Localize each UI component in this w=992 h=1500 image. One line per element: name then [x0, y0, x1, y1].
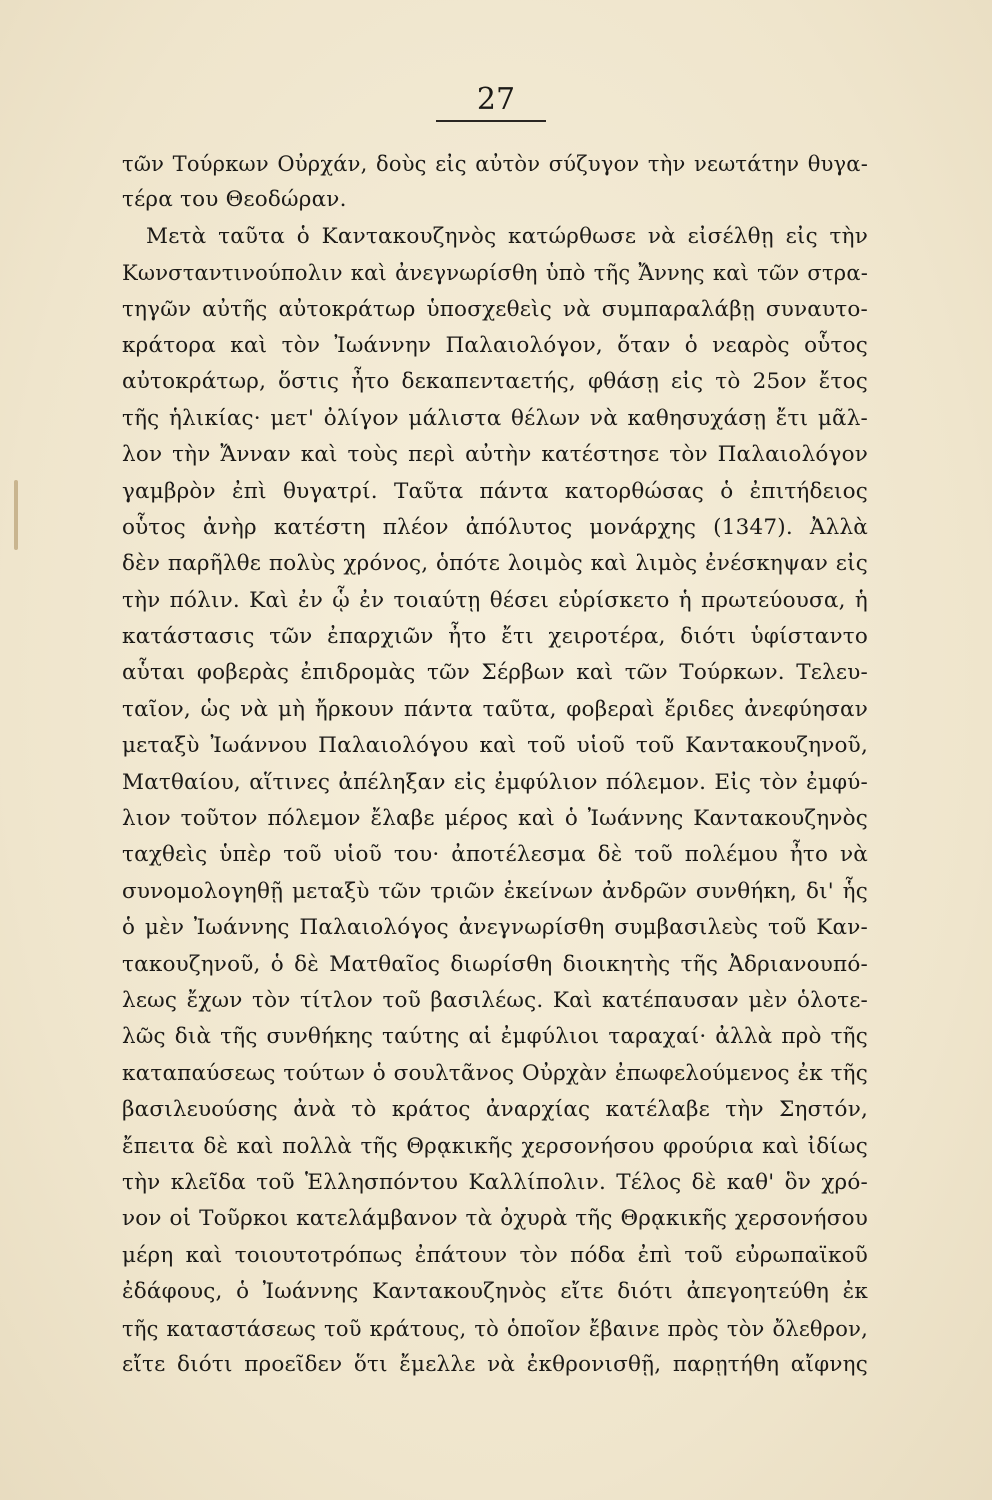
text-line: λιον τοῦτον πόλεμον ἔλαβε μέρος καὶ ὁ Ἰωάννης Καντακουζηνὸς — [122, 806, 868, 832]
margin-mark — [14, 480, 18, 550]
text-line: Μετὰ ταῦτα ὁ Καντακουζηνὸς κατώρθωσε νὰ εἰσέλθῃ εἰς τὴν — [146, 223, 868, 249]
text-line: ταῖον, ὡς νὰ μὴ ἤρκουν πάντα ταῦτα, φοβεραὶ ἔριδες ἀνεφύησαν — [122, 696, 868, 722]
text-line: ὁ μὲν Ἰωάννης Παλαιολόγος ἀνεγνωρίσθη συμβασιλεὺς τοῦ Καν- — [122, 915, 868, 941]
text-line: νον οἱ Τοῦρκοι κατελάμβανον τὰ ὀχυρὰ τῆς Θρᾳκικῆς χερσονήσου — [122, 1206, 868, 1232]
text-line: τῆς καταστάσεως τοῦ κράτους, τὸ ὁποῖον ἔβαινε πρὸς τὸν ὄλεθρον, — [122, 1316, 868, 1341]
text-line: ἐδάφους, ὁ Ἰωάννης Καντακουζηνὸς εἴτε διότι ἀπεγοητεύθη ἐκ — [122, 1279, 868, 1305]
text-line: οὗτος ἀνὴρ κατέστη πλέον ἀπόλυτος μονάρχης (1347). Ἀλλὰ — [122, 514, 868, 540]
text-line: μέρη καὶ τοιουτοτρόπως ἐπάτουν τὸν πόδα ἐπὶ τοῦ εὐρωπαϊκοῦ — [122, 1242, 868, 1268]
text-line: εἴτε διότι προεῖδεν ὅτι ἔμελλε νὰ ἐκθρονισθῇ, παρῃτήθη αἴφνης — [122, 1351, 868, 1377]
text-line: Ματθαίου, αἵτινες ἀπέληξαν εἰς ἐμφύλιον πόλεμον. Εἰς τὸν ἐμφύ- — [122, 769, 868, 795]
page-number-rule — [436, 120, 546, 122]
page-number: 27 — [476, 82, 516, 117]
text-line: τέρα του Θεοδώραν. — [122, 187, 347, 213]
text-line: γαμβρὸν ἐπὶ θυγατρί. Ταῦτα πάντα κατορθώσας ὁ ἐπιτήδειος — [122, 478, 868, 504]
text-line: τὴν κλεῖδα τοῦ Ἑλλησπόντου Καλλίπολιν. Τέλος δὲ καθ' ὃν χρό- — [122, 1169, 868, 1195]
text-line: κατάστασις τῶν ἐπαρχιῶν ἦτο ἔτι χειροτέρα, διότι ὑφίσταντο — [122, 624, 868, 650]
body-text — [122, 146, 868, 1383]
text-line: ἔπειτα δὲ καὶ πολλὰ τῆς Θρᾳκικῆς χερσονήσου φρούρια καὶ ἰδίως — [122, 1133, 868, 1159]
text-line: αὐτοκράτωρ, ὅστις ἦτο δεκαπενταετής, φθάσῃ εἰς τὸ 25ον ἔτος — [122, 369, 868, 395]
text-line: τακουζηνοῦ, ὁ δὲ Ματθαῖος διωρίσθη διοικητὴς τῆς Ἀδριανουπό- — [122, 951, 868, 977]
text-line: τὴν πόλιν. Καὶ ἐν ᾧ ἐν τοιαύτῃ θέσει εὑρίσκετο ἡ πρωτεύουσα, ἡ — [122, 587, 868, 613]
text-line: μεταξὺ Ἰωάννου Παλαιολόγου καὶ τοῦ υἱοῦ τοῦ Καντακουζηνοῦ, — [122, 733, 868, 759]
text-line: συνομολογηθῇ μεταξὺ τῶν τριῶν ἐκείνων ἀνδρῶν συνθήκη, δι' ἧς — [122, 878, 868, 904]
text-line: καταπαύσεως τούτων ὁ σουλτᾶνος Οὐρχὰν ἐπωφελούμενος ἐκ τῆς — [122, 1060, 868, 1086]
text-line: ταχθεὶς ὑπὲρ τοῦ υἱοῦ του· ἀποτέλεσμα δὲ τοῦ πολέμου ἦτο νὰ — [122, 842, 868, 868]
text-line: τῶν Τούρκων Οὐρχάν, δοὺς εἰς αὐτὸν σύζυγον τὴν νεωτάτην θυγα- — [122, 152, 868, 176]
text-line: κράτορα καὶ τὸν Ἰωάννην Παλαιολόγον, ὅταν ὁ νεαρὸς οὗτος — [122, 332, 868, 358]
text-line: βασιλευούσης ἀνὰ τὸ κράτος ἀναρχίας κατέλαβε τὴν Σηστόν, — [122, 1097, 868, 1123]
text-line: λεως ἔχων τὸν τίτλον τοῦ βασιλέως. Καὶ κατέπαυσαν μὲν ὁλοτε- — [122, 987, 868, 1013]
text-line: αὗται φοβερὰς ἐπιδρομὰς τῶν Σέρβων καὶ τῶν Τούρκων. Τελευ- — [122, 660, 868, 686]
text-line: λῶς διὰ τῆς συνθήκης ταύτης αἱ ἐμφύλιοι ταραχαί· ἀλλὰ πρὸ τῆς — [122, 1024, 868, 1050]
text-line: λον τὴν Ἄνναν καὶ τοὺς περὶ αὐτὴν κατέστησε τὸν Παλαιολόγον — [122, 442, 868, 468]
text-line: δὲν παρῆλθε πολὺς χρόνος, ὁπότε λοιμὸς καὶ λιμὸς ἐνέσκηψαν εἰς — [122, 551, 868, 577]
text-line: τῆς ἡλικίας· μετ' ὀλίγον μάλιστα θέλων νὰ καθησυχάσῃ ἔτι μᾶλ- — [122, 405, 868, 431]
text-line: Κωνσταντινούπολιν καὶ ἀνεγνωρίσθη ὑπὸ τῆς Ἄννης καὶ τῶν στρα- — [122, 261, 868, 286]
text-line: τηγῶν αὐτῆς αὐτοκράτωρ ὑποσχεθεὶς νὰ συμπαραλάβῃ συναυτο- — [122, 296, 868, 322]
